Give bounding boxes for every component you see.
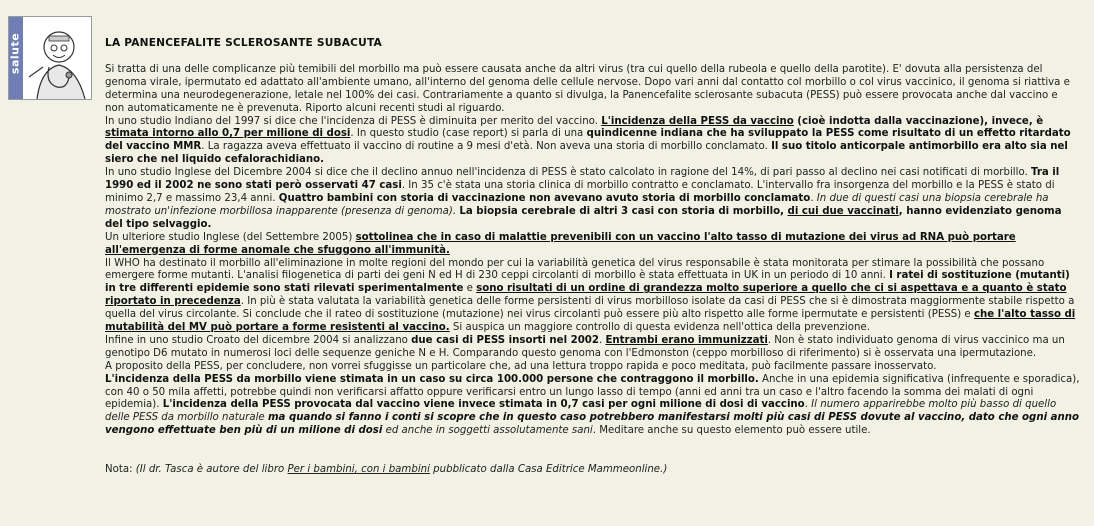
doctor-illustration xyxy=(9,17,91,99)
conclusion-intro-line: A proposito della PESS, per concludere, non vorrei sfuggisse un particolare che, ad una lettura troppo rapida e poco meditata, può facilmente passare inosservato. xyxy=(105,360,937,372)
croatian-study-paragraph: Infine in uno studio Croato del dicembre 2004 si analizzano due casi di PESS insorti nel 2002. Entrambi erano immunizzati. Non è stato individuato genoma di virus vaccinico ma un genotipo D6 mutato in numerosi loci delle sequenze geniche N e H. Comparando questo genoma con l'Edmonston (ceppo morbilloso di riferimento) si è osservata una ipermutazione. xyxy=(105,334,1065,359)
article xyxy=(105,37,1080,477)
english-study-2005-paragraph: Un ulteriore studio Inglese (del Settembre 2005) sottolinea che in caso di malattie prevenibili con un vaccino l'alto tasso di mutazione dei virus ad RNA può portare all'emergenza di forme anomale che sfuggono all'immunità. xyxy=(105,231,1016,256)
article-title: LA PANENCEFALITE SCLEROSANTE SUBACUTA xyxy=(105,37,382,49)
who-study-paragraph: Il WHO ha destinato il morbillo all'eliminazione in molte regioni del mondo per cui la variabilità genetica del virus responsabile è stata monitorata per stimare la possibilità che possano emergere forme mutanti. L'analisi filogenetica di parti dei geni N ed H di 230 ceppi circolanti di morbillo è stata effettuata in UK in un periodo di 10 anni. I ratei di sostituzione (mutanti) in tre differenti epidemie sono stati rilevati sperimentalmente e sono risultati di un ordine di grandezza molto superiore a quello che ci si aspettava e a quanto è stato riportato in precedenza. In più è stata valutata la variabilità genetica delle forme persistenti di virus morbilloso isolate da casi di PESS che si è dimostrata maggiormente stabile rispetto a quella del virus circolante. Si conclude che il rateo di sostituzione (mutazione) nei virus circolanti può essere più alto rispetto alle forme ipermutate e persistenti (PESS) e che l'alto tasso di mutabilità del MV può portare a forme resistenti al vaccino. Si auspica un maggiore controllo di questa evidenza nell'ottica della prevenzione. xyxy=(105,257,1076,334)
english-study-2004-paragraph: In uno studio Inglese del Dicembre 2004 si dice che il declino annuo nell'incidenza di PESS è stato calcolato in ragione del 14%, di pari passo al declino nei casi notificati di morbillo. Tra il 1990 ed il 2002 ne sono stati però osservati 47 casi. In 35 c'è stata una storia clinica di morbillo contratto e conclamato. L'intervallo fra insorgenza del morbillo e la PESS è stato di minimo 2,7 e massimo 23,4 anni. Quattro bambini con storia di vaccinazione non avevano avuto storia di morbillo conclamato. In due di questi casi una biopsia cerebrale ha mostrato un'infezione morbillosa inapparente (presenza di genoma). La biopsia cerebrale di altri 3 casi con storia di morbillo, di cui due vaccinati, hanno evidenziato genoma del tipo selvaggio. xyxy=(105,167,1062,230)
author-note: Nota: (Il dr. Tasca è autore del libro Per i bambini, con i bambini pubblicato dalla Casa Editrice Mammeonline.) xyxy=(105,464,668,476)
intro-paragraph: Si tratta di una delle complicanze più temibili del morbillo ma può essere causata anche da altri virus (tra cui quello della rubeola e quello della parotite). E' dovuta alla persistenza del genoma virale, ipermutato ed adattato all'ambiente umano, all'interno del genoma delle cellule nervose. Dopo vari anni dal contatto col morbillo o col virus vaccinico, il genoma si riattiva e determina una neurodegenerazione, letale nel 100% dei casi. Contrariamente a quanto si divulga, la Panencefalite sclerosante subacuta (PESS) può essere provocata anche dal vaccino e non automaticamente ne è prevenuta. Riporto alcuni recenti studi al riguardo. xyxy=(105,63,1070,114)
salute-logo xyxy=(8,16,92,100)
conclusion-paragraph: L'incidenza della PESS da morbillo viene stimata in un caso su circa 100.000 persone che contraggono il morbillo. Anche in una epidemia significativa (infrequente e sporadica), con 40 o 50 mila affetti, potrebbe quindi non verificarsi affatto oppure verificarsi entro un lungo lasso di tempo (anni ed anni tra un caso e l'altro facendo la somma dei malati di ogni epidemia). L'incidenza della PESS provocata dal vaccino viene invece stimata in 0,7 casi per ogni milione di dosi di vaccino. Il numero apparirebbe molto più basso di quello delle PESS da morbillo naturale ma quando si fanno i conti si scopre che in questo caso potrebbero manifestarsi molti più casi di PESS dovute al vaccino, dato che ogni anno vengono effettuate ben più di un milione di dosi ed anche in soggetti assolutamente sani. Meditare anche su questo elemento può essere utile. xyxy=(105,373,1080,437)
logo-label: salute xyxy=(8,32,22,75)
indian-study-paragraph: In uno studio Indiano del 1997 si dice che l'incidenza di PESS è diminuita per merito del vaccino. L'incidenza della PESS da vaccino (cioè indotta dalla vaccinazione), invece, è stimata intorno allo 0,7 per milione di dosi. In questo studio (case report) si parla di una quindicenne indiana che ha sviluppato la PESS come risultato di un effetto ritardato del vaccino MMR. La ragazza aveva effettuato il vaccino di routine a 9 mesi d'età. Non aveva una storia di morbillo conclamato. Il suo titolo anticorpale antimorbillo era alto sia nel siero che nel liquido cefalorachidiano. xyxy=(105,115,1071,166)
book-link[interactable]: Per i bambini, con i bambini xyxy=(287,464,430,476)
